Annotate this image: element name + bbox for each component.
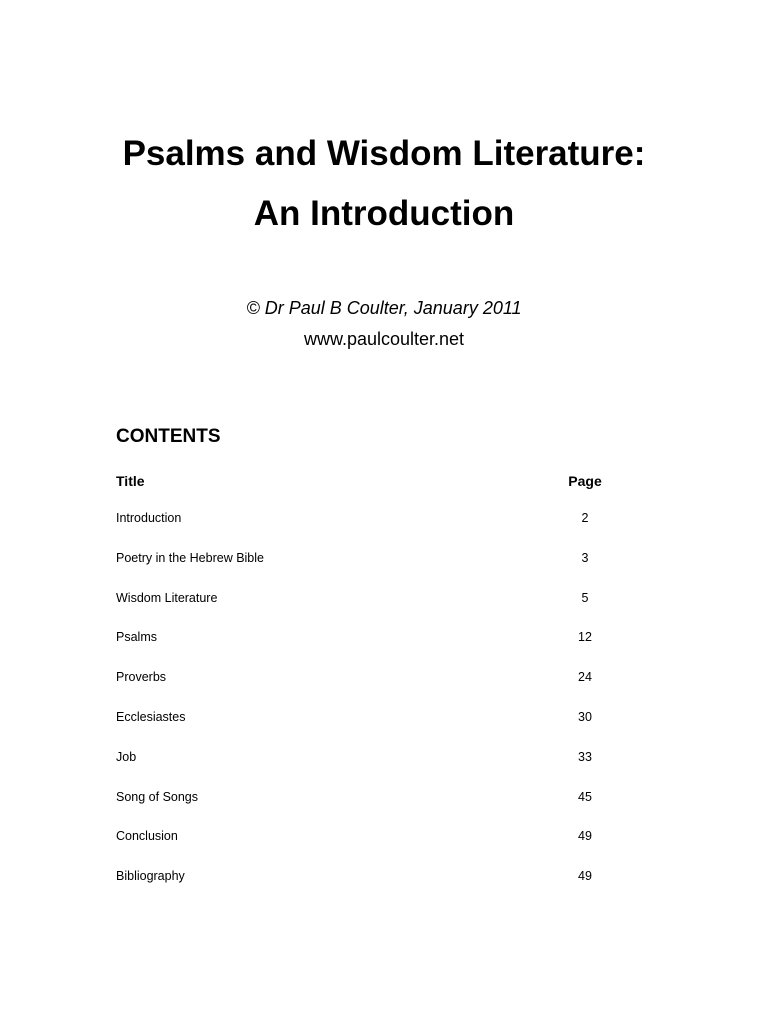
toc-entry-title: Ecclesiastes <box>116 709 186 724</box>
contents-heading: CONTENTS <box>116 426 221 447</box>
toc-entry-page: 2 <box>581 511 589 525</box>
toc-rows <box>116 510 636 908</box>
table-of-contents <box>116 473 636 884</box>
toc-row <box>116 510 636 527</box>
toc-entry-title: Psalms <box>116 630 157 645</box>
toc-entry-title: Conclusion <box>116 829 178 844</box>
toc-row <box>116 828 636 845</box>
toc-entry-page: 45 <box>578 789 592 804</box>
copyright-notice: © Dr Paul B Coulter, January 2011 <box>246 298 522 318</box>
toc-row <box>116 749 636 766</box>
toc-entry-title: Bibliography <box>116 869 185 884</box>
document-title-line-1: Psalms and Wisdom Literature: <box>122 134 646 173</box>
toc-row <box>116 789 636 806</box>
toc-row <box>116 709 636 726</box>
toc-entry-title: Job <box>116 749 137 764</box>
toc-row <box>116 590 636 607</box>
toc-entry-title: Introduction <box>116 511 182 525</box>
toc-entry-page: 49 <box>578 869 592 884</box>
toc-row <box>116 868 636 885</box>
toc-entry-page: 30 <box>578 709 592 724</box>
toc-row <box>116 669 636 686</box>
toc-entry-page: 12 <box>578 630 592 645</box>
document-title-line-2: An Introduction <box>253 194 515 233</box>
toc-column-title: Title <box>116 473 145 489</box>
toc-row <box>116 550 636 567</box>
toc-entry-title: Wisdom Literature <box>116 590 218 605</box>
toc-header-row <box>116 473 636 490</box>
toc-entry-page: 33 <box>578 749 592 764</box>
toc-entry-title: Poetry in the Hebrew Bible <box>116 550 264 565</box>
toc-entry-page: 49 <box>578 829 592 844</box>
toc-entry-page: 5 <box>581 590 589 605</box>
toc-column-page: Page <box>568 473 602 489</box>
toc-entry-page: 24 <box>578 670 592 685</box>
toc-row <box>116 629 636 646</box>
toc-entry-title: Song of Songs <box>116 789 199 804</box>
website-url: www.paulcoulter.net <box>303 329 465 349</box>
toc-entry-page: 3 <box>581 550 589 565</box>
toc-entry-title: Proverbs <box>116 670 167 685</box>
